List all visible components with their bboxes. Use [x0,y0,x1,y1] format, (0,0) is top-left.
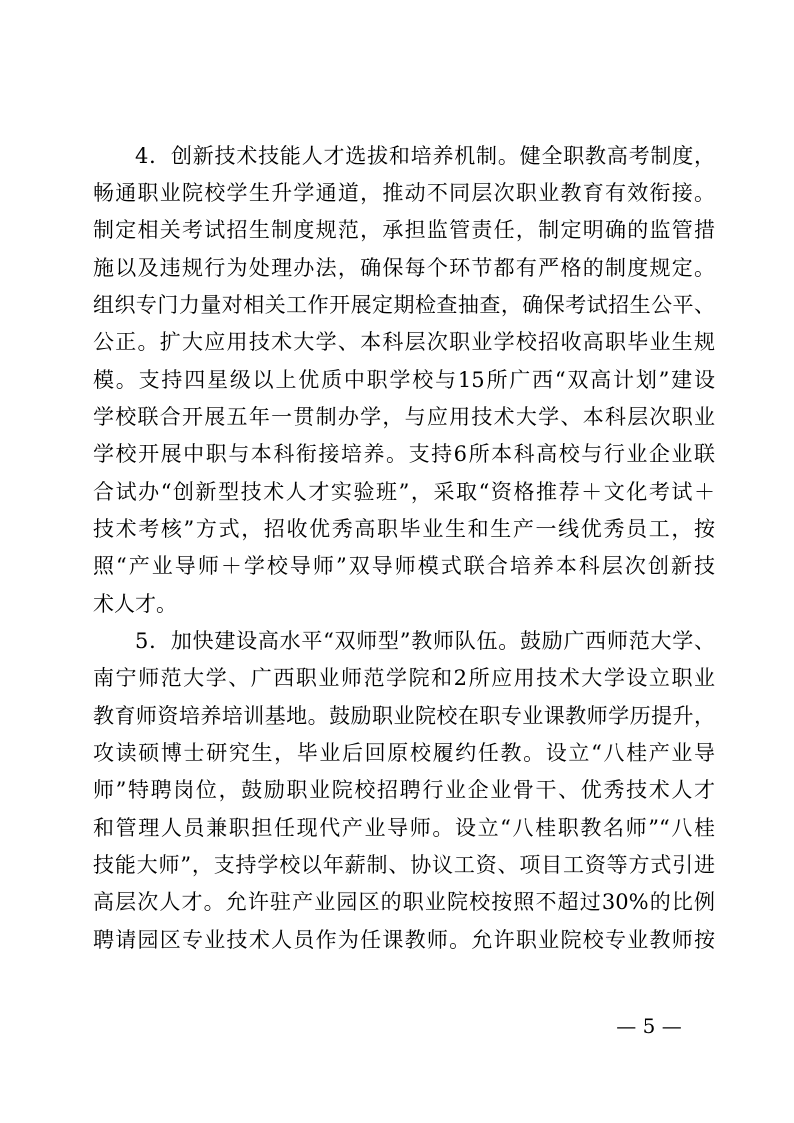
paragraph-4-line-2: 畅通职业院校学生升学通道，推动不同层次职业教育有效衔接。 [93,181,715,205]
paragraph-5-line-1: 5．加快建设高水平“双师型”教师队伍。鼓励广西师范大学、 [135,629,715,653]
paragraph-4-line-6: 公正。扩大应用技术大学、本科层次职业学校招收高职毕业生规 [93,330,715,354]
paragraph-5-line-7: 技能大师”，支持学校以年薪制、协议工资、项目工资等方式引进 [93,853,715,877]
paragraph-4-line-3: 制定相关考试招生制度规范，承担监管责任，制定明确的监管措 [93,218,715,242]
paragraph-5-line-6: 和管理人员兼职担任现代产业导师。设立“八桂职教名师”“八桂 [93,816,715,840]
paragraph-4-line-10: 合试办“创新型技术人才实验班”，采取“资格推荐＋文化考试＋ [93,480,715,504]
paragraph-4-line-5: 组织专门力量对相关工作开展定期检查抽查，确保考试招生公平、 [93,293,715,317]
paragraph-5-line-9: 聘请园区专业技术人员作为任课教师。允许职业院校专业教师按 [93,928,715,952]
paragraph-4-line-12: 照“产业导师＋学校导师”双导师模式联合培养本科层次创新技 [93,554,715,578]
paragraph-5-line-2: 南宁师范大学、广西职业师范学院和2所应用技术大学设立职业 [93,666,715,690]
paragraph-5-line-4: 攻读硕博士研究生，毕业后回原校履约任教。设立“八桂产业导 [93,741,715,765]
paragraph-4-line-8: 学校联合开展五年一贯制办学，与应用技术大学、本科层次职业 [93,405,715,429]
paragraph-5-line-3: 教育师资培养培训基地。鼓励职业院校在职专业课教师学历提升， [93,704,715,728]
paragraph-4-line-9: 学校开展中职与本科衔接培养。支持6所本科高校与行业企业联 [93,442,715,466]
paragraph-4-line-1: 4．创新技术技能人才选拔和培养机制。健全职教高考制度， [135,144,715,168]
paragraph-4-line-11: 技术考核”方式，招收优秀高职毕业生和生产一线优秀员工，按 [93,517,715,541]
paragraph-4-line-13: 术人才。 [93,592,177,616]
page-number: — 5 — [616,1014,682,1038]
paragraph-5-line-8: 高层次人才。允许驻产业园区的职业院校按照不超过30%的比例 [93,890,715,914]
paragraph-5-line-5: 师”特聘岗位，鼓励职业院校招聘行业企业骨干、优秀技术人才 [93,778,715,802]
paragraph-4-line-4: 施以及违规行为处理办法，确保每个环节都有严格的制度规定。 [93,256,715,280]
paragraph-4-line-7: 模。支持四星级以上优质中职学校与15所广西“双高计划”建设 [93,368,715,392]
